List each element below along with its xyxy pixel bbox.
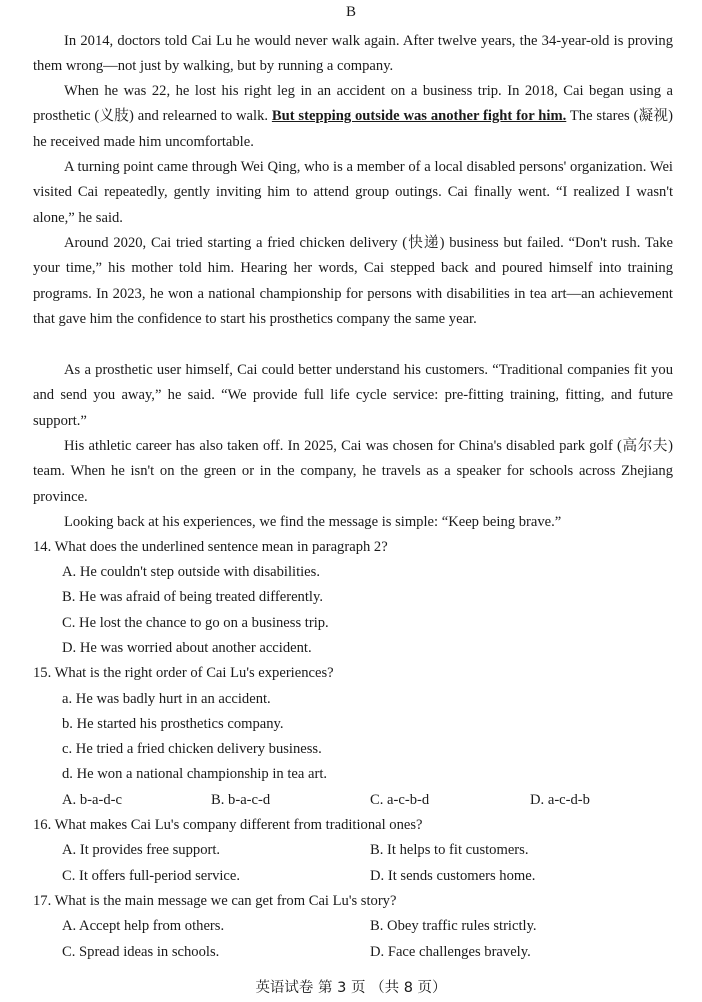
q14-option-b: B. He was afraid of being treated differently. [62, 589, 323, 605]
q16-option-a: A. It provides free support. [62, 842, 221, 858]
q17-option-a: A. Accept help from others. [62, 918, 225, 934]
question-15-stem: 15. What is the right order of Cai Lu's experiences? [33, 665, 334, 681]
q15-item-b: b. He started his prosthetics company. [62, 716, 284, 732]
q15-option-c: C. a-c-b-d [370, 792, 430, 808]
paragraph-6: His athletic career has also taken off. In 2025, Cai was chosen for China's disabled park golf (高尔夫) team. When he isn't on the green or in the company, he travels as a speaker for schools across Zhejiang province. [33, 438, 673, 505]
paragraph-5: As a prosthetic user himself, Cai could better understand his customers. “Traditional companies fit you and send you away,” he said. “We provide full life cycle service: pre-fitting training, fitting, and future support.” [33, 362, 673, 429]
q16-option-c: C. It offers full-period service. [62, 868, 241, 884]
paragraph-2-text-end: The stares (凝视) he received made him uncomfortable. [33, 108, 673, 150]
q15-option-a: A. b-a-d-c [62, 792, 122, 808]
q17-option-c: C. Spread ideas in schools. [62, 944, 220, 960]
paragraph-2 [33, 79, 673, 155]
q15-option-d: D. a-c-d-b [530, 792, 590, 808]
paragraph-2-text-start: When he was 22, he lost his right leg in an accident on a business trip. In 2018, Cai began using a prosthetic (义肢) and relearned to walk. [33, 83, 673, 125]
q14-option-a: A. He couldn't step outside with disabilities. [62, 564, 320, 580]
underlined-sentence: But stepping outside was another fight for him. [271, 108, 567, 125]
q15-item-c: c. He tried a fried chicken delivery business. [62, 741, 322, 757]
page-footer: 英语试卷 第 3 页 （共 8 页） [255, 980, 447, 996]
q15-item-a: a. He was badly hurt in an accident. [62, 691, 271, 707]
question-17-stem: 17. What is the main message we can get from Cai Lu's story? [33, 893, 397, 909]
q16-option-d: D. It sends customers home. [370, 868, 536, 884]
question-16-stem: 16. What makes Cai Lu's company different from traditional ones? [33, 817, 423, 833]
section-label: B [345, 4, 356, 20]
q14-option-d: D. He was worried about another accident. [62, 640, 312, 656]
q17-option-d: D. Face challenges bravely. [370, 944, 531, 960]
paragraph-3: A turning point came through Wei Qing, who is a member of a local disabled persons' organization. Wei visited Cai repeatedly, gently inviting him to attend group outings. Cai finally went. “I realized I wasn't alone,” he said. [33, 159, 673, 226]
q14-option-c: C. He lost the chance to go on a business trip. [62, 615, 329, 631]
paragraph-4: Around 2020, Cai tried starting a fried chicken delivery (快递) business but failed. “Don't rush. Take your time,” his mother told him. Hearing her words, Cai stepped back and poured himself into training programs. In 2023, he won a national championship for persons with disabilities in tea art—an achievement that gave him the confidence to start his prosthetics company the same year. [33, 235, 673, 327]
question-14-stem: 14. What does the underlined sentence mean in paragraph 2? [33, 539, 388, 555]
q16-option-b: B. It helps to fit customers. [370, 842, 529, 858]
paragraph-1: In 2014, doctors told Cai Lu he would never walk again. After twelve years, the 34-year-old is proving them wrong—not just by walking, but by running a company. [33, 33, 673, 75]
paragraph-7: Looking back at his experiences, we find the message is simple: “Keep being brave.” [64, 514, 562, 530]
q15-item-d: d. He won a national championship in tea art. [62, 766, 328, 782]
q15-option-b: B. b-a-c-d [211, 792, 271, 808]
q17-option-b: B. Obey traffic rules strictly. [370, 918, 537, 934]
